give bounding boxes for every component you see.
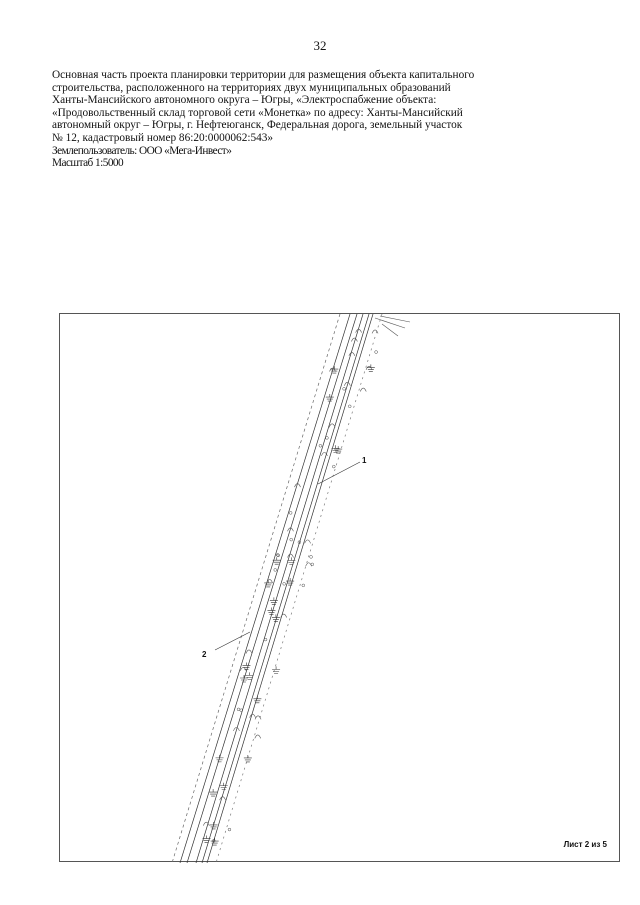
marsh-symbol	[272, 666, 280, 673]
callout-2-leader	[215, 632, 250, 650]
shrub-symbol	[305, 540, 311, 544]
top-marks	[375, 316, 410, 336]
point-symbol	[237, 708, 240, 711]
point-symbol	[283, 582, 286, 585]
marsh-symbol	[253, 696, 261, 703]
marsh-symbol	[264, 580, 272, 587]
page-number: 32	[313, 38, 327, 53]
header-line: № 12, кадастровый номер 86:20:0000062:543»	[52, 131, 274, 144]
header-line: Ханты-Мансийского автономного округа – Югры, «Электроспабжение объекта:	[52, 94, 437, 107]
point-symbol	[264, 638, 267, 641]
shrub-symbol	[250, 714, 256, 718]
map-frame	[59, 313, 620, 862]
shrub-symbol	[255, 735, 261, 739]
point-symbol	[290, 538, 293, 541]
shrub-symbol	[356, 329, 362, 333]
callout-1-label: 1	[362, 456, 367, 465]
point-symbol	[310, 555, 313, 558]
point-symbol	[228, 828, 231, 831]
header-line: Основная часть проекта планировки территории для размещения объекта капитального	[52, 69, 475, 81]
sheet-label: Лист 2 из 5	[563, 840, 607, 849]
shrub-symbol	[349, 352, 355, 356]
header-line: автономный округ – Югры, г. Нефтеюганск, Федеральная дорога, земельный участок	[52, 119, 463, 132]
shrub-symbol	[240, 667, 246, 671]
point-symbol	[343, 387, 346, 390]
point-symbol	[311, 563, 314, 566]
marsh-symbol	[209, 789, 217, 796]
marsh-symbol	[242, 662, 250, 669]
marsh-symbol	[244, 755, 252, 762]
document-header	[52, 69, 522, 170]
marsh-symbol	[220, 783, 228, 790]
shrub-symbol	[246, 650, 252, 654]
marsh-symbol	[267, 607, 275, 614]
point-symbol	[326, 436, 329, 439]
point-symbol	[332, 465, 335, 468]
callout-2-label: 2	[202, 650, 207, 659]
shrub-symbol	[288, 554, 294, 558]
callout-1-leader	[318, 462, 360, 484]
marsh-symbol	[326, 394, 334, 401]
land-user: Землепользователь: ООО «Мега-Инвест»	[52, 144, 232, 157]
point-symbol	[348, 405, 351, 408]
point-symbol	[319, 444, 322, 447]
corridor-lines	[172, 314, 382, 863]
shrub-symbol	[351, 338, 357, 342]
header-line: «Продовольственный склад торговой сети «Монетка» по адресу: Ханты-Мансийский	[52, 106, 463, 119]
header-line: строительства, расположенного на территориях двух муниципальных образований	[52, 81, 451, 94]
scale: Масштаб 1:5000	[52, 157, 124, 170]
point-symbol	[274, 569, 277, 572]
point-symbol	[289, 511, 292, 514]
shrub-symbol	[329, 424, 335, 428]
shrub-symbol	[360, 388, 366, 392]
shrub-symbol	[372, 330, 378, 334]
point-symbol	[302, 584, 305, 587]
point-symbol	[375, 351, 378, 354]
shrub-symbol	[220, 797, 226, 801]
planning-map	[60, 314, 621, 863]
